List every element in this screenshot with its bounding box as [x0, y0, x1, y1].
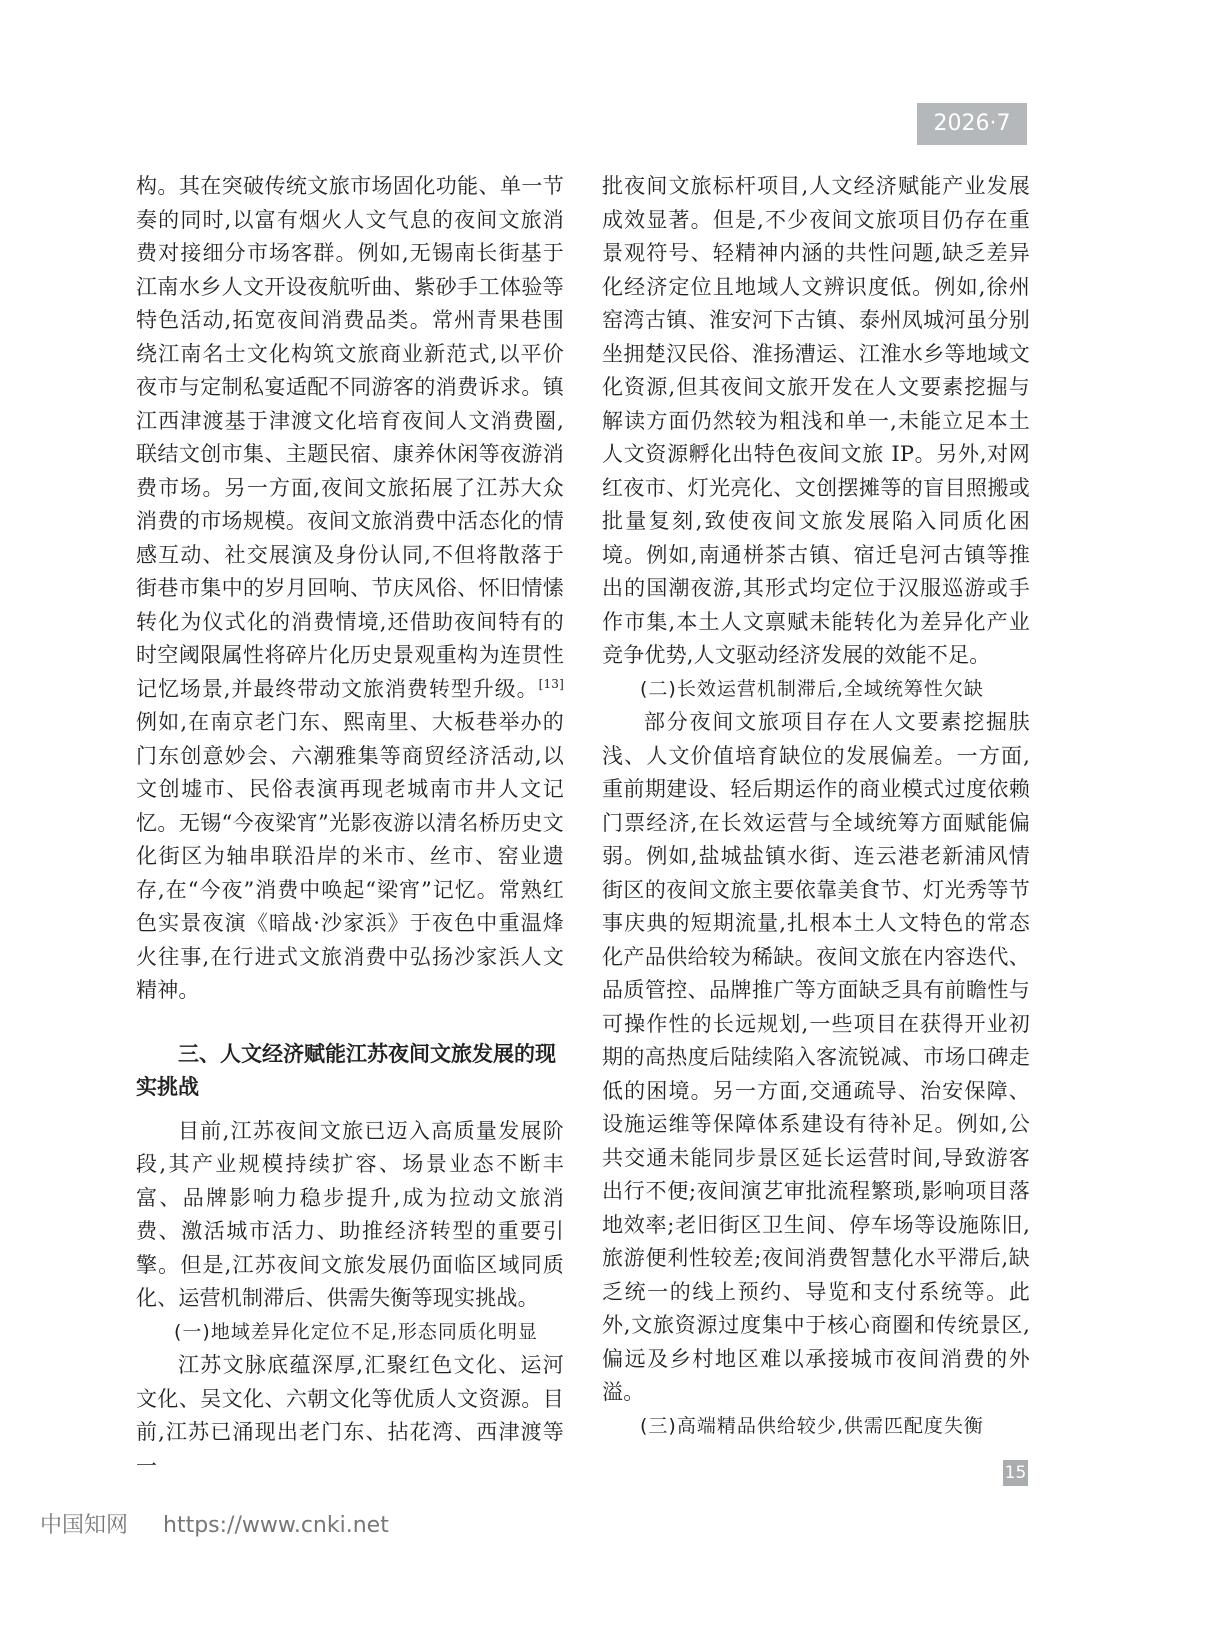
watermark	[40, 1508, 417, 1539]
subsection-heading: (三)高端精品供给较少,供需匹配度失衡	[640, 1414, 984, 1437]
reference-mark: [13]	[538, 676, 564, 691]
left-column	[136, 170, 564, 1483]
page-number: 15	[1003, 1460, 1028, 1486]
paragraph: 构。其在突破传统文旅市场固化功能、单一节奏的同时,以富有烟火人文气息的夜间文旅消费对接细分市场客群。例如,无锡南长街基于江南水乡人文开设夜航听曲、紫砂手工体验等特色活动,拓宽夜间消费品类。常州青果巷围绕江南名士文化构筑文旅商业新范式,以平价夜市与定制私宴适配不同游客的消费诉求。镇江西津渡基于津渡文化培育夜间人文消费圈,联结文创市集、主题民宿、康养休闲等夜游消费市场。另一方面,夜间文旅拓展了江苏大众消费的市场规模。夜间文旅消费中活态化的情感互动、社交展演及身份认同,不但将散落于街巷市集中的岁月回响、节庆风俗、怀旧情愫转化为仪式化的消费情境,还借助夜间特有的时空阈限属性将碎片化历史景观重构为连贯性记忆场景,并最终带动文旅消费转型升级。[13]例如,在南京老门东、熙南里、大板巷举办的门东创意妙会、六潮雅集等商贸经济活动,以文创墟市、民俗表演再现老城南市井人文记忆。无锡“今夜梁宵”光影夜游以清名桥历史文化街区为轴串联沿岸的米市、丝市、窑业遗存,在“今夜”消费中唤起“梁宵”记忆。常熟红色实景夜演《暗战·沙家浜》于夜色中重温烽火往事,在行进式文旅消费中弘扬沙家浜人文精神。	[136, 174, 564, 1002]
section-heading: 三、人文经济赋能江苏夜间文旅发展的现实挑战	[136, 1041, 556, 1099]
issue-badge: 2026·7	[917, 103, 1027, 145]
paragraph: 江苏文脉底蕴深厚,汇聚红色文化、运河文化、吴文化、六朝文化等优质人文资源。目前,江苏已涌现出老门东、拈花湾、西津渡等一	[136, 1353, 564, 1478]
watermark-name: 中国知网	[40, 1513, 129, 1538]
paragraph: 目前,江苏夜间文旅已迈入高质量发展阶段,其产业规模持续扩容、场景业态不断丰富、品牌影响力稳步提升,成为拉动文旅消费、激活城市活力、助推经济转型的重要引擎。但是,江苏夜间文旅发展仍面临区域同质化、运营机制滞后、供需失衡等现实挑战。	[136, 1118, 564, 1310]
right-column	[602, 170, 1030, 1443]
subsection-heading: (二)长效运营机制滞后,全域统筹性欠缺	[640, 677, 984, 700]
watermark-url: https://www.cnki.net	[163, 1513, 389, 1538]
paragraph: 批夜间文旅标杆项目,人文经济赋能产业发展成效显著。但是,不少夜间文旅项目仍存在重景观符号、轻精神内涵的共性问题,缺乏差异化经济定位且地域人文辨识度低。例如,徐州窑湾古镇、淮安河下古镇、泰州凤城河虽分别坐拥楚汉民俗、淮扬漕运、江淮水乡等地域文化资源,但其夜间文旅开发在人文要素挖掘与解读方面仍然较为粗浅和单一,未能立足本土人文资源孵化出特色夜间文旅 IP。另外,对网红夜市、灯光亮化、文创摆摊等的盲目照搬或批量复刻,致使夜间文旅发展陷入同质化困境。例如,南通栟茶古镇、宿迁皂河古镇等推出的国潮夜游,其形式均定位于汉服巡游或手作市集,本土人文禀赋未能转化为差异化产业竞争优势,人文驱动经济发展的效能不足。	[602, 174, 1030, 667]
paragraph: 部分夜间文旅项目存在人文要素挖掘肤浅、人文价值培育缺位的发展偏差。一方面,重前期建设、轻后期运作的商业模式过度依赖门票经济,在长效运营与全域统筹方面赋能偏弱。例如,盐城盐镇水街、连云港老新浦风情街区的夜间文旅主要依靠美食节、灯光秀等节事庆典的短期流量,扎根本土人文特色的常态化产品供给较为稀缺。夜间文旅在内容迭代、品质管控、品牌推广等方面缺乏具有前瞻性与可操作性的长远规划,一些项目在获得开业初期的高热度后陆续陷入客流锐减、市场口碑走低的困境。另一方面,交通疏导、治安保障、设施运维等保障体系建设有待补足。例如,公共交通未能同步景区延长运营时间,导致游客出行不便;夜间演艺审批流程繁琐,影响项目落地效率;老旧街区卫生间、停车场等设施陈旧,旅游便利性较差;夜间消费智慧化水平滞后,缺乏统一的线上预约、导览和支付系统等。此外,文旅资源过度集中于核心商圈和传统景区,偏远及乡村地区难以承接城市夜间消费的外溢。	[602, 710, 1030, 1404]
subsection-heading: (一)地域差异化定位不足,形态同质化明显	[174, 1320, 538, 1343]
